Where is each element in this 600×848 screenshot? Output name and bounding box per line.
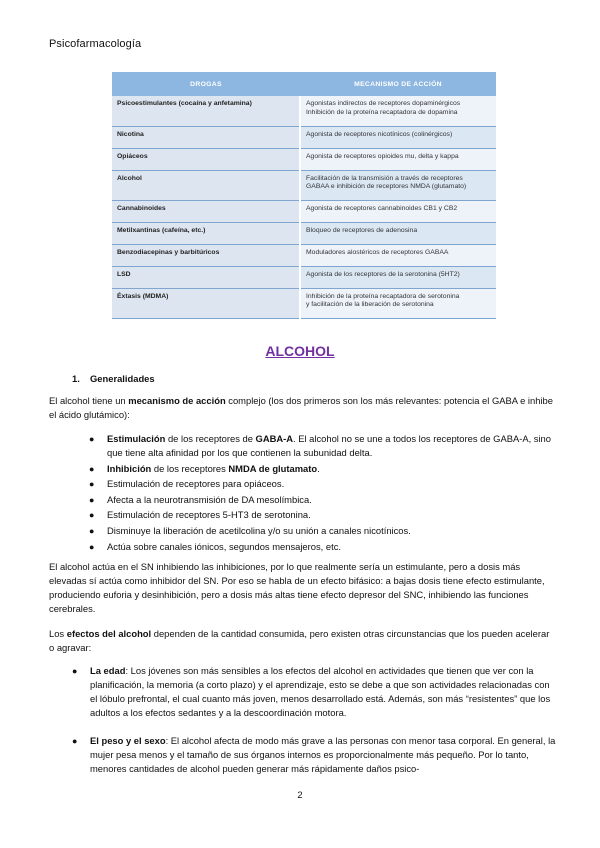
drugs-mechanism-table (112, 72, 496, 319)
mechanism-line: Agonista de receptores cannabinoides CB1 y CB2 (306, 204, 458, 212)
mechanism-cell (300, 170, 496, 200)
bullet-icon: ● (89, 463, 95, 474)
table-header-drugs: DROGAS (112, 72, 300, 96)
item-bold: Inhibición (107, 462, 152, 474)
mechanism-cell (300, 288, 496, 318)
bullet-icon: ● (72, 736, 78, 746)
table-row (112, 200, 496, 222)
mechanism-line: Moduladores alostéricos de receptores GABAA (306, 248, 449, 256)
table-row (112, 96, 496, 126)
mechanism-cell (300, 148, 496, 170)
list-item (89, 508, 559, 522)
paragraph-text: El alcohol tiene un (49, 395, 129, 406)
item-text: : Los jóvenes son más sensibles a los efectos del alcohol en actividades que tienen que ver con la planificación, la memoria (a corto plazo) y el aprendizaje, esto se debe a que son actividades relacionadas con el lóbulo prefrontal, el cual cuanto más joven, menos desarrollado está. Además, son más “resistentes” que los adultos a los efectos sedantes y a la descoordinación motora. (90, 665, 551, 718)
mechanism-line: Inhibición de la proteína recaptadora de serotonina (306, 292, 460, 300)
section-title: ALCOHOL (265, 343, 335, 359)
drug-cell: Nicotina (112, 126, 300, 148)
table-row (112, 126, 496, 148)
item-text: Estimulación de receptores 5-HT3 de serotonina. (107, 509, 311, 521)
item-bold: GABA-A (255, 433, 294, 444)
mechanism-cell (300, 266, 496, 288)
bullet-icon: ● (89, 525, 95, 536)
table-row (112, 170, 496, 200)
bullet-icon: ● (72, 666, 78, 676)
item-text: : El alcohol afecta de modo más grave a las personas con menor tasa corporal. En general, la mujer pesa menos y el tamaño de sus órganos internos es proporcionalmente más pequeño. Por lo tanto, menores cantidades de alcohol pueden generar más rápidamente daños psico- (90, 735, 556, 774)
table-row (112, 266, 496, 288)
section-heading (72, 372, 155, 386)
drug-cell: Psicoestimulantes (cocaína y anfetamina) (112, 96, 300, 126)
mechanism-line: Facilitación de la transmisión a través de receptores (306, 174, 463, 182)
bullet-icon: ● (89, 510, 95, 521)
drug-cell: LSD (112, 266, 300, 288)
item-bold: El peso y el sexo (90, 735, 166, 746)
mechanism-cell (300, 200, 496, 222)
bullet-icon: ● (89, 541, 95, 552)
list-item (72, 734, 557, 776)
paragraph-effects (49, 627, 557, 655)
heading-number: 1. (72, 373, 80, 384)
running-header: Psicofarmacología (49, 38, 142, 50)
bullet-icon: ● (89, 494, 95, 505)
table-row (112, 222, 496, 244)
mechanism-line: Agonista de los receptores de la serotonina (5HT2) (306, 270, 460, 278)
mechanism-line: Inhibición de la proteína recaptadora de dopamina (306, 108, 458, 116)
list-item (89, 462, 559, 476)
drug-cell: Cannabinoides (112, 200, 300, 222)
list-item (89, 540, 559, 554)
bullet-icon: ● (89, 434, 95, 444)
list-item (72, 664, 557, 720)
mechanism-cell (300, 244, 496, 266)
item-text: Disminuye la liberación de acetilcolina y/o su unión a canales nicotínicos. (107, 524, 411, 536)
list-item (89, 477, 559, 491)
mechanism-line: y facilitación de la liberación de serotonina (306, 301, 434, 308)
factors-list (72, 664, 557, 776)
table-row (112, 148, 496, 170)
drug-cell: Metilxantinas (cafeína, etc.) (112, 222, 300, 244)
paragraph-bold: mecanismo de acción (128, 395, 226, 406)
drug-cell: Alcohol (112, 170, 300, 200)
table-row (112, 244, 496, 266)
list-item (89, 432, 559, 460)
item-text: . (317, 462, 320, 474)
item-text: de los receptores de (165, 433, 256, 444)
mechanism-line: Agonista de receptores opioides mu, delta y kappa (306, 152, 459, 160)
mechanism-cell (300, 222, 496, 244)
mechanism-line: Agonistas indirectos de receptores dopaminérgicos (306, 100, 461, 107)
list-item (89, 524, 559, 538)
item-text: . El alcohol no se une a todos los receptores de GABA-A, sino que tiene alta afinidad por los que contienen la subunidad delta. (107, 433, 551, 458)
drug-cell: Opiáceos (112, 148, 300, 170)
paragraph-text: Los (49, 628, 67, 639)
item-text: de los receptores (151, 462, 229, 474)
mechanism-list (89, 432, 559, 555)
paragraph-text: dependen de la cantidad consumida, pero existen otras circunstancias que los pueden acelerar o agravar: (49, 628, 550, 653)
mechanism-cell (300, 96, 496, 126)
paragraph-text: complejo (los dos primeros son los más relevantes: potencia el GABA e inhibe el ácido glutámico): (49, 395, 553, 420)
item-text: Actúa sobre canales iónicos, segundos mensajeros, etc. (107, 540, 341, 552)
paragraph-biphasic: El alcohol actúa en el SN inhibiendo las inhibiciones, por lo que realmente sería un estimulante, pero a dosis más elevadas sí actúa como inhibidor del SN. Por eso se habla de un efecto bifásico: a bajas dosis tiene efecto estimulante, produciendo euforia y desinhibición, pero a dosis más altas tiene efecto depresor del SNC, inhibiendo las funciones cerebrales. (49, 561, 545, 614)
item-bold: La edad (90, 665, 126, 676)
paragraph-mechanism (49, 394, 554, 422)
mechanism-line: Agonista de receptores nicotínicos (colinérgicos) (306, 130, 453, 138)
heading-text: Generalidades (90, 373, 155, 384)
mechanism-cell (300, 126, 496, 148)
drug-cell: Benzodiacepinas y barbitúricos (112, 244, 300, 266)
item-text: Estimulación de receptores para opiáceos. (107, 478, 285, 490)
list-item (89, 493, 559, 507)
paragraph-bold: efectos del alcohol (66, 628, 152, 639)
table-header-mechanism: MECANISMO DE ACCIÓN (300, 72, 496, 96)
mechanism-line: Bloqueo de receptores de adenosina (306, 226, 418, 234)
item-text: Afecta a la neurotransmisión de DA mesolímbica. (107, 493, 312, 505)
bullet-icon: ● (89, 479, 95, 490)
page-number: 2 (297, 789, 303, 800)
drug-cell: Éxtasis (MDMA) (112, 288, 300, 318)
mechanism-line: GABAA e inhibición de receptores NMDA (glutamato) (306, 183, 467, 190)
item-bold: Estimulación (107, 433, 166, 444)
item-bold: NMDA de glutamato (228, 462, 318, 474)
table-row (112, 288, 496, 318)
